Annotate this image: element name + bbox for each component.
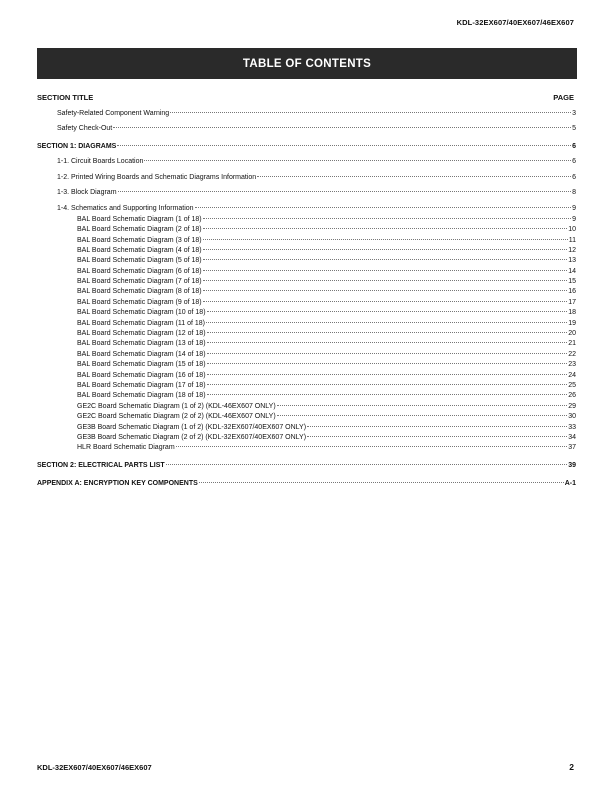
- toc-entry-page: 3: [572, 110, 576, 117]
- toc-appendix-a-heading[interactable]: [37, 479, 576, 489]
- toc-entry-label: BAL Board Schematic Diagram (3 of 18): [77, 236, 202, 244]
- toc-subentry[interactable]: [37, 298, 576, 308]
- toc-entry-page: 19: [568, 319, 576, 327]
- toc-entry-label: BAL Board Schematic Diagram (8 of 18): [77, 288, 202, 296]
- toc-entry-label: Safety-Related Component Warning: [57, 110, 170, 117]
- dot-leader: [307, 436, 567, 437]
- dot-leader: [203, 259, 568, 260]
- toc-subentry[interactable]: [37, 319, 576, 329]
- dot-leader: [144, 160, 571, 161]
- toc-entry-page: 23: [568, 361, 576, 369]
- dot-leader: [207, 311, 568, 312]
- footer-model-number: KDL-32EX607/40EX607/46EX607: [37, 763, 152, 772]
- toc-entry-label: Safety Check-Out: [57, 124, 113, 132]
- toc-subentry[interactable]: [37, 225, 576, 235]
- toc-entry-page: 33: [568, 423, 576, 431]
- toc-entry-page: 13: [568, 257, 576, 265]
- dot-leader: [277, 405, 568, 406]
- toc-subentry[interactable]: [37, 371, 576, 381]
- toc-entry-page: 11: [568, 236, 576, 244]
- toc-subentry[interactable]: [37, 308, 576, 318]
- toc-subentry[interactable]: [37, 236, 576, 246]
- toc-subentry[interactable]: [37, 350, 576, 360]
- toc-entry-page: 16: [568, 288, 576, 296]
- dot-leader: [207, 363, 568, 364]
- dot-leader: [203, 218, 571, 219]
- toc-entry-page: 18: [568, 309, 576, 317]
- toc-entry-page: 26: [568, 392, 576, 400]
- toc-entry-page: 20: [568, 330, 576, 338]
- toc-entry-label: GE2C Board Schematic Diagram (2 of 2) (KDL-46EX607 ONLY): [77, 413, 276, 421]
- toc-subentry[interactable]: [37, 360, 576, 370]
- toc-entry-1-3[interactable]: [37, 188, 576, 198]
- page-title: TABLE OF CONTENTS: [37, 48, 577, 79]
- toc-entry-safety-warning[interactable]: [37, 109, 576, 119]
- toc-entry-label: BAL Board Schematic Diagram (4 of 18): [77, 246, 202, 254]
- toc-entry-label: GE3B Board Schematic Diagram (2 of 2) (KDL-32EX607/40EX607 ONLY): [77, 433, 307, 441]
- toc-entry-label: APPENDIX A: ENCRYPTION KEY COMPONENTS: [37, 480, 198, 488]
- dot-leader: [203, 270, 568, 271]
- toc-entry-label: BAL Board Schematic Diagram (5 of 18): [77, 257, 202, 265]
- toc-entry-label: BAL Board Schematic Diagram (11 of 18): [77, 319, 206, 327]
- toc-entry-label: BAL Board Schematic Diagram (1 of 18): [77, 215, 202, 223]
- dot-leader: [118, 191, 572, 192]
- section-title-column-heading: SECTION TITLE: [37, 93, 94, 102]
- toc-entry-label: 1-2. Printed Wiring Boards and Schematic Diagrams Information: [57, 173, 257, 181]
- toc-subentry[interactable]: [37, 423, 576, 433]
- toc-entry-label: 1-4. Schematics and Supporting Information: [57, 205, 194, 213]
- dot-leader: [199, 482, 564, 483]
- toc-entry-page: 37: [568, 444, 576, 452]
- dot-leader: [176, 446, 568, 447]
- toc-entry-label: BAL Board Schematic Diagram (12 of 18): [77, 330, 206, 338]
- toc-entry-label: 1-1. Circuit Boards Location: [57, 157, 144, 165]
- toc-entry-page: 9: [572, 205, 576, 213]
- toc-entry-label: BAL Board Schematic Diagram (14 of 18): [77, 350, 206, 358]
- toc-subentry[interactable]: [37, 215, 576, 225]
- toc-subentry[interactable]: [37, 339, 576, 349]
- toc-entry-label: 1-3. Block Diagram: [57, 189, 117, 197]
- toc-subentry[interactable]: [37, 287, 576, 297]
- toc-subentry[interactable]: [37, 329, 576, 339]
- toc-entry-page: 15: [568, 278, 576, 286]
- page-column-heading: PAGE: [553, 93, 574, 102]
- dot-leader: [203, 290, 568, 291]
- toc-entry-1-4[interactable]: [37, 204, 576, 214]
- toc-entry-label: SECTION 2: ELECTRICAL PARTS LIST: [37, 462, 165, 470]
- toc-subentry[interactable]: [37, 381, 576, 391]
- toc-subentry[interactable]: [37, 267, 576, 277]
- toc-entry-safety-check-out[interactable]: [37, 124, 576, 134]
- toc-subentry[interactable]: [37, 402, 576, 412]
- dot-leader: [207, 394, 568, 395]
- toc-entry-page: 34: [568, 433, 576, 441]
- toc-entry-page: 5: [572, 124, 576, 132]
- dot-leader: [203, 301, 568, 302]
- toc-entry-page: 21: [568, 340, 576, 348]
- dot-leader: [207, 353, 568, 354]
- dot-leader: [113, 127, 571, 128]
- toc-subentry[interactable]: [37, 443, 576, 453]
- footer-page-number: 2: [569, 762, 574, 772]
- toc-entry-page: 24: [568, 371, 576, 379]
- toc-entry-label: BAL Board Schematic Diagram (16 of 18): [77, 371, 206, 379]
- toc-entry-page: 25: [568, 381, 576, 389]
- toc-entry-1-1[interactable]: [37, 157, 576, 167]
- dot-leader: [307, 426, 567, 427]
- toc-entry-page: 6: [572, 142, 576, 150]
- toc-entry-page: 6: [572, 173, 576, 181]
- toc-entry-label: BAL Board Schematic Diagram (18 of 18): [77, 392, 206, 400]
- dot-leader: [257, 176, 571, 177]
- header-model-number: KDL-32EX607/40EX607/46EX607: [456, 18, 574, 27]
- toc-subentry[interactable]: [37, 256, 576, 266]
- dot-leader: [207, 332, 568, 333]
- toc-subentry[interactable]: [37, 433, 576, 443]
- table-of-contents: [37, 109, 576, 490]
- toc-section-2-heading[interactable]: [37, 461, 576, 471]
- toc-entry-page: A-1: [564, 480, 576, 488]
- toc-entry-label: BAL Board Schematic Diagram (17 of 18): [77, 381, 206, 389]
- toc-entry-label: BAL Board Schematic Diagram (7 of 18): [77, 278, 202, 286]
- toc-subentry[interactable]: [37, 277, 576, 287]
- toc-subentry[interactable]: [37, 246, 576, 256]
- dot-leader: [206, 322, 567, 323]
- toc-entry-page: 22: [568, 350, 576, 358]
- dot-leader: [207, 384, 568, 385]
- toc-entry-label: BAL Board Schematic Diagram (10 of 18): [77, 309, 206, 317]
- toc-entry-page: 14: [568, 267, 576, 275]
- toc-entry-page: 9: [572, 215, 576, 223]
- dot-leader: [207, 374, 568, 375]
- dot-leader: [195, 207, 572, 208]
- toc-entry-page: 6: [572, 157, 576, 165]
- dot-leader: [277, 415, 568, 416]
- toc-entry-label: BAL Board Schematic Diagram (15 of 18): [77, 361, 206, 369]
- toc-entry-label: GE3B Board Schematic Diagram (1 of 2) (KDL-32EX607/40EX607 ONLY): [77, 423, 307, 431]
- dot-leader: [170, 112, 571, 113]
- toc-entry-1-2[interactable]: [37, 173, 576, 183]
- dot-leader: [203, 228, 568, 229]
- toc-entry-label: BAL Board Schematic Diagram (13 of 18): [77, 340, 206, 348]
- toc-section-1-heading[interactable]: [37, 142, 576, 152]
- dot-leader: [203, 280, 568, 281]
- toc-subentry[interactable]: [37, 391, 576, 401]
- dot-leader: [207, 342, 568, 343]
- toc-entry-page: 17: [568, 298, 576, 306]
- toc-entry-page: 10: [568, 226, 576, 234]
- toc-entry-label: HLR Board Schematic Diagram: [77, 444, 175, 452]
- toc-entry-page: 39: [568, 462, 576, 470]
- toc-entry-label: GE2C Board Schematic Diagram (1 of 2) (KDL-46EX607 ONLY): [77, 402, 276, 410]
- toc-subentry[interactable]: [37, 412, 576, 422]
- dot-leader: [203, 249, 568, 250]
- toc-entry-page: 30: [568, 413, 576, 421]
- toc-entry-label: BAL Board Schematic Diagram (2 of 18): [77, 226, 202, 234]
- toc-entry-label: SECTION 1: DIAGRAMS: [37, 142, 117, 150]
- toc-entry-page: 8: [572, 189, 576, 197]
- dot-leader: [117, 145, 571, 146]
- toc-entry-label: BAL Board Schematic Diagram (9 of 18): [77, 298, 202, 306]
- toc-entry-page: 29: [568, 402, 576, 410]
- toc-entry-label: BAL Board Schematic Diagram (6 of 18): [77, 267, 202, 275]
- dot-leader: [166, 464, 568, 465]
- toc-entry-page: 12: [568, 246, 576, 254]
- dot-leader: [203, 239, 568, 240]
